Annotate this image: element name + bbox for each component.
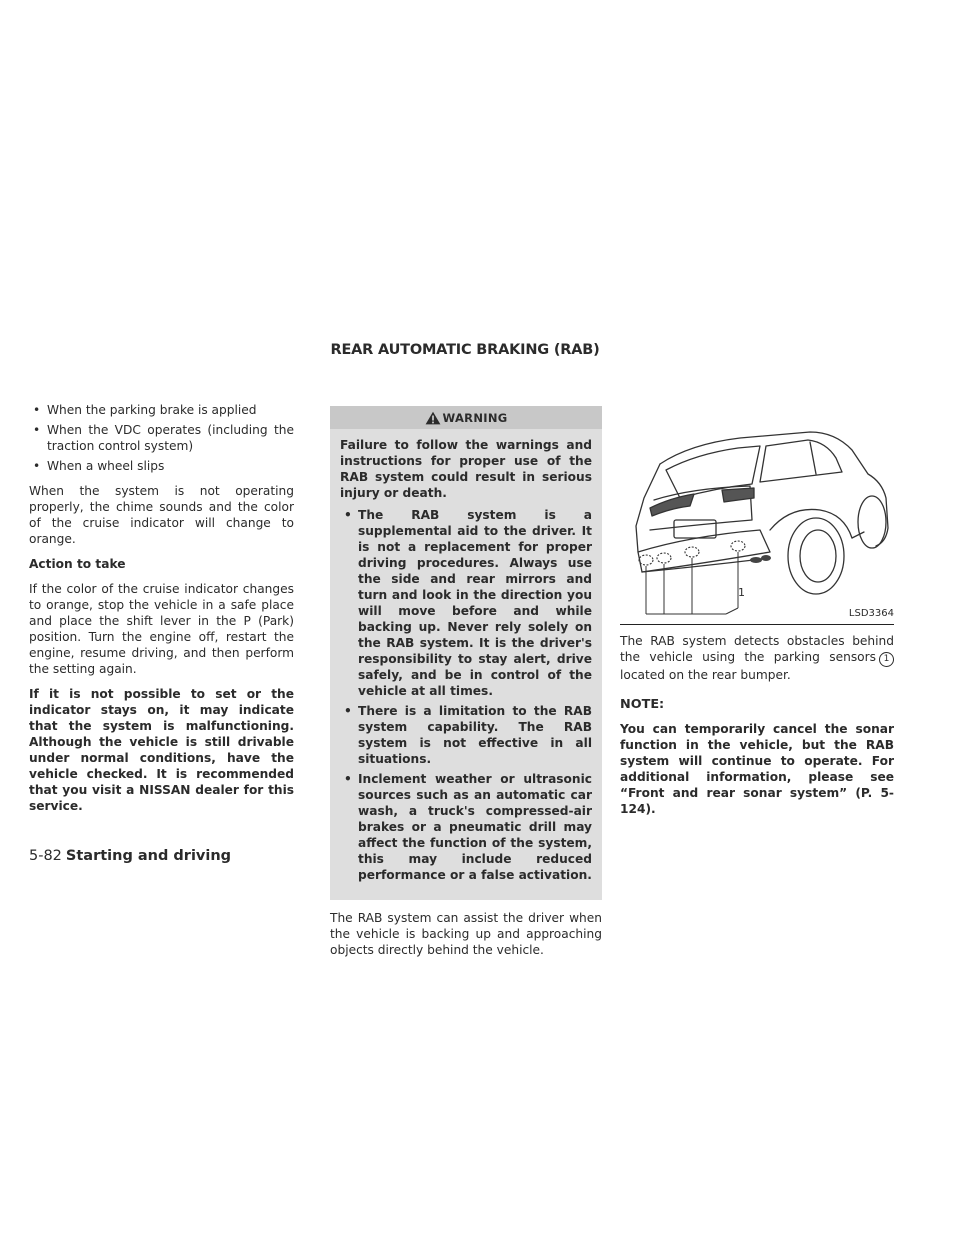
page-footer: [29, 848, 231, 864]
list-item: • When a wheel slips: [29, 458, 294, 474]
vehicle-figure: [620, 402, 894, 625]
condition-list: [29, 402, 294, 474]
list-item: • The RAB system is a supplemental aid to the driver. It is not a replacement for proper driving procedures. Always use the side and rear mirrors and turn and look in the direction you will move before and while backing up. Never rely solely on the RAB system. It is the driver's responsibility to stay alert, drive safely, and be in control of the vehicle at all times.: [340, 507, 592, 699]
text-span: located on the rear bumper.: [620, 668, 791, 682]
warning-header: [330, 406, 602, 429]
column-left: [29, 402, 294, 823]
vehicle-rear-illustration: [620, 402, 894, 624]
warning-box: [330, 406, 602, 900]
note-heading: NOTE:: [620, 697, 665, 712]
callout-number: 1: [879, 652, 894, 667]
list-item: • There is a limitation to the RAB system capability. The RAB system is not effective in all situations.: [340, 703, 592, 767]
paragraph: When the system is not operating properly, the chime sounds and the color of the cruise indicator will change to orange.: [29, 484, 294, 546]
warning-title: WARNING: [442, 411, 508, 425]
chapter-title: Starting and driving: [65, 848, 232, 864]
text-span: The RAB system detects obstacles behind the vehicle using the parking sensors: [620, 634, 894, 664]
page-number: 5-82: [29, 848, 62, 864]
list-item: • When the VDC operates (including the traction control system): [29, 422, 294, 454]
warning-triangle-icon: [425, 411, 441, 425]
paragraph: If the color of the cruise indicator changes to orange, stop the vehicle in a safe place and place the shift lever in the P (Park) position. Turn the engine off, restart the engine, resume driving, and then perform the setting again.: [29, 582, 294, 676]
subheading-action: Action to take: [29, 557, 126, 571]
column-middle: [330, 402, 602, 967]
note-text: You can temporarily cancel the sonar function in the vehicle, but the RAB system will continue to operate. For additional information, please see “Front and rear sonar system” (P. 5-124).: [620, 722, 894, 816]
warning-body: [330, 437, 602, 883]
warning-intro: Failure to follow the warnings and instructions for proper use of the RAB system could result in serious injury or death.: [340, 438, 592, 500]
section-header: REAR AUTOMATIC BRAKING (RAB): [330, 342, 600, 358]
figure-callout-label: 1: [738, 586, 745, 599]
list-item: • When the parking brake is applied: [29, 402, 294, 418]
paragraph: The RAB system can assist the driver when the vehicle is backing up and approaching objects directly behind the vehicle.: [330, 911, 602, 957]
figure-code: LSD3364: [848, 608, 894, 619]
list-item: • Inclement weather or ultrasonic sources such as an automatic car wash, a truck's compressed-air brakes or a pneumatic drill may affect the function of the system, this may include reduced performance or a false activation.: [340, 771, 592, 883]
warning-list: [340, 507, 592, 883]
paragraph-bold: If it is not possible to set or the indicator stays on, it may indicate that the system is malfunctioning. Although the vehicle is still drivable under normal conditions, have the vehicle checked. It is recommended that you visit a NISSAN dealer for this service.: [29, 687, 294, 813]
paragraph: [620, 633, 894, 683]
column-right: [620, 402, 894, 826]
